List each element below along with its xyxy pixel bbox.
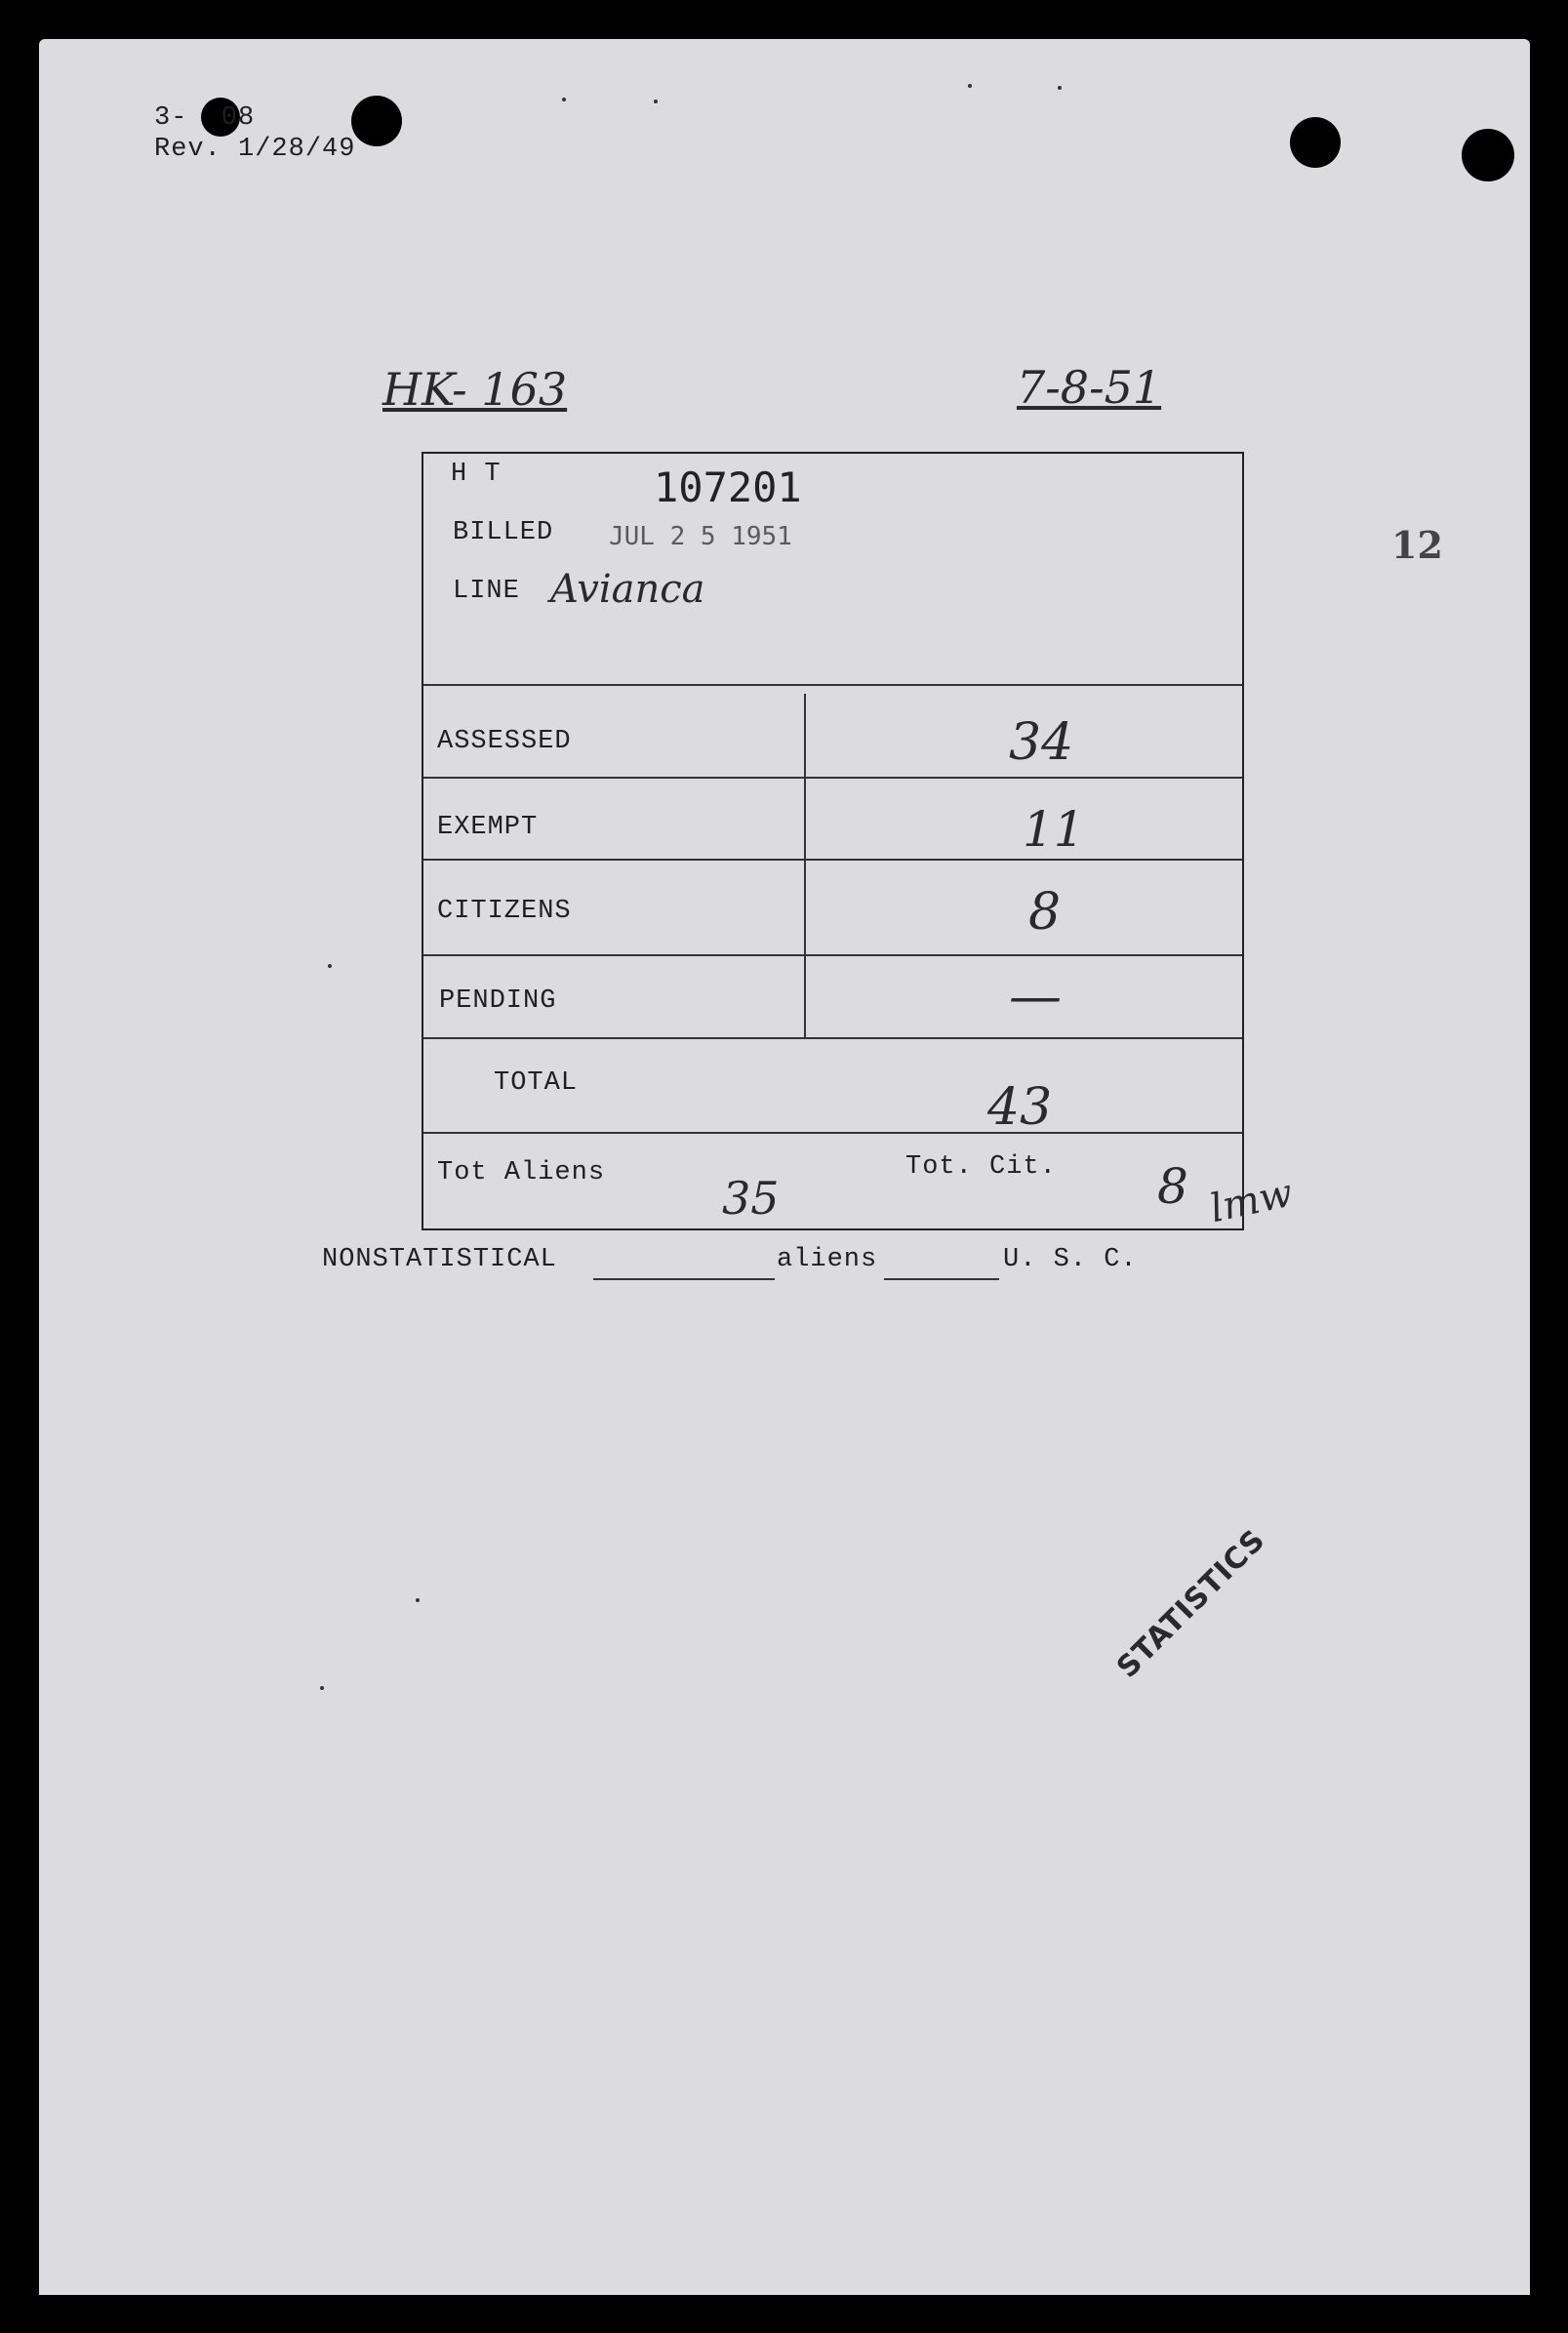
punch-hole-right-2: [1462, 129, 1514, 181]
citizens-value: 8: [1028, 883, 1062, 942]
citizens-label: CITIZENS: [437, 897, 572, 926]
form-id: 3- 08: [154, 103, 256, 133]
billed-date-stamp: JUL 2 5 1951: [609, 522, 792, 551]
hk-code: HK- 163: [382, 363, 568, 416]
nonstatistical-blank-2: [884, 1278, 999, 1280]
speck: [968, 84, 972, 88]
statistics-stamp: STATISTICS: [1110, 1522, 1272, 1685]
column-divider: [804, 694, 806, 1037]
nonstatistical-usc-label: U. S. C.: [1003, 1245, 1138, 1274]
pending-value: —: [1009, 965, 1062, 1026]
line-value: Avianca: [550, 567, 705, 612]
divider: [423, 1037, 1242, 1039]
ht-label: H T: [451, 460, 502, 489]
nonstatistical-blank-1: [593, 1278, 775, 1280]
line-label: LINE: [453, 577, 520, 606]
handwritten-date: 7-8-51: [1017, 361, 1162, 414]
punch-hole-right-1: [1290, 117, 1341, 168]
tot-aliens-label: Tot Aliens: [437, 1158, 606, 1187]
ht-number: 107201: [654, 463, 802, 511]
assessed-value: 34: [1009, 713, 1074, 772]
divider: [423, 859, 1242, 861]
form-revision: Rev. 1/28/49: [154, 135, 356, 164]
divider: [423, 777, 1242, 779]
nonstatistical-label: NONSTATISTICAL: [322, 1245, 557, 1274]
exempt-value: 11: [1023, 801, 1085, 858]
divider: [423, 954, 1242, 956]
billed-label: BILLED: [453, 518, 554, 547]
nonstatistical-aliens-label: aliens: [777, 1245, 878, 1274]
divider: [423, 684, 1242, 686]
speck: [320, 1686, 324, 1690]
speck: [654, 100, 658, 103]
divider: [423, 1132, 1242, 1134]
exempt-label: EXEMPT: [437, 813, 539, 842]
speck: [562, 98, 566, 101]
total-label: TOTAL: [494, 1068, 579, 1098]
punch-hole-left: [351, 96, 402, 146]
tot-aliens-value: 35: [722, 1172, 780, 1225]
tot-cit-value: 8: [1157, 1158, 1188, 1215]
document-page: [39, 39, 1530, 2295]
statistics-form: [422, 452, 1244, 1230]
speck: [328, 964, 332, 968]
initials: lmw: [1206, 1170, 1297, 1232]
speck: [1058, 86, 1062, 90]
pending-label: PENDING: [439, 986, 557, 1016]
page-number: 12: [1391, 523, 1443, 567]
speck: [416, 1598, 420, 1602]
tot-cit-label: Tot. Cit.: [905, 1152, 1057, 1182]
total-value: 43: [987, 1078, 1053, 1137]
assessed-label: ASSESSED: [437, 727, 572, 756]
